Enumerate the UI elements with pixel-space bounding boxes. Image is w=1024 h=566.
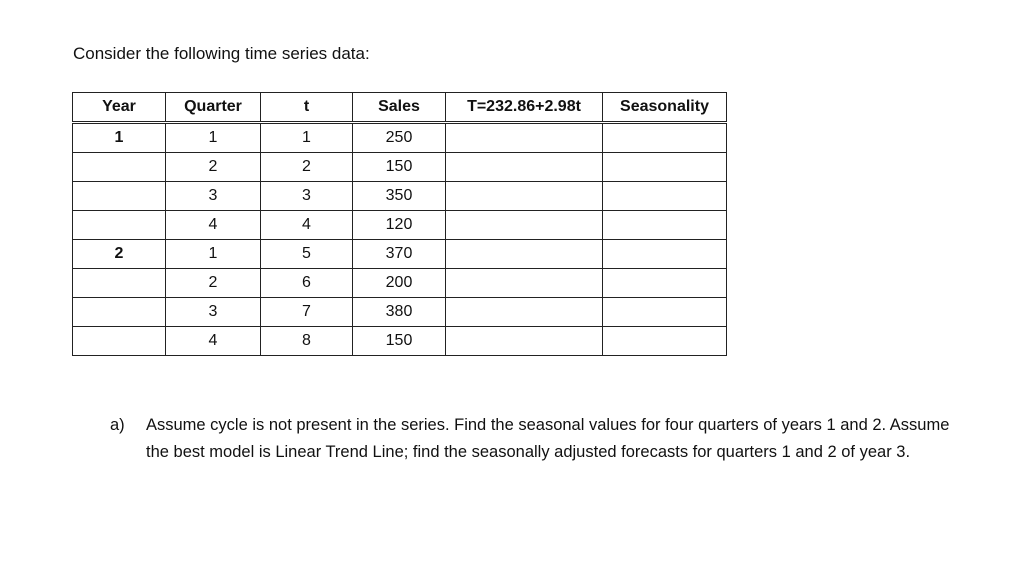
cell-t: 7: [261, 298, 353, 327]
cell-sales: 150: [353, 153, 446, 182]
cell-trend: [446, 298, 603, 327]
intro-text: Consider the following time series data:: [73, 44, 370, 63]
cell-quarter: 3: [166, 182, 261, 211]
table-body: [73, 123, 727, 356]
cell-seasonality: [603, 240, 727, 269]
cell-trend: [446, 327, 603, 356]
cell-trend: [446, 211, 603, 240]
cell-year: [73, 298, 166, 327]
table-row: [73, 123, 727, 153]
cell-seasonality: [603, 153, 727, 182]
cell-quarter: 4: [166, 211, 261, 240]
cell-seasonality: [603, 182, 727, 211]
table-row: [73, 240, 727, 269]
cell-year: [73, 153, 166, 182]
cell-t: 3: [261, 182, 353, 211]
table-row: [73, 153, 727, 182]
cell-year: 2: [73, 240, 166, 269]
cell-year: [73, 211, 166, 240]
cell-t: 5: [261, 240, 353, 269]
cell-quarter: 4: [166, 327, 261, 356]
time-series-table: [72, 92, 727, 356]
cell-sales: 370: [353, 240, 446, 269]
table-header-row: [73, 93, 727, 123]
cell-trend: [446, 240, 603, 269]
cell-sales: 200: [353, 269, 446, 298]
header-t: t: [261, 93, 353, 123]
cell-sales: 150: [353, 327, 446, 356]
table-row: [73, 298, 727, 327]
header-quarter: Quarter: [166, 93, 261, 123]
cell-seasonality: [603, 211, 727, 240]
cell-quarter: 1: [166, 123, 261, 153]
question-a: [110, 412, 970, 466]
header-year: Year: [73, 93, 166, 123]
cell-t: 1: [261, 123, 353, 153]
cell-trend: [446, 182, 603, 211]
cell-trend: [446, 269, 603, 298]
table-row: [73, 269, 727, 298]
question-text: Assume cycle is not present in the series. Find the seasonal values for four quarters of years 1 and 2. Assume the best model is Linear Trend Line; find the seasonally adjusted forecasts for quarters 1 and 2 of year 3.: [146, 416, 950, 461]
cell-sales: 350: [353, 182, 446, 211]
cell-t: 6: [261, 269, 353, 298]
cell-sales: 120: [353, 211, 446, 240]
cell-year: [73, 269, 166, 298]
cell-year: [73, 327, 166, 356]
table-row: [73, 211, 727, 240]
cell-trend: [446, 153, 603, 182]
cell-trend: [446, 123, 603, 153]
cell-seasonality: [603, 123, 727, 153]
header-sales: Sales: [353, 93, 446, 123]
cell-t: 8: [261, 327, 353, 356]
cell-quarter: 1: [166, 240, 261, 269]
cell-sales: 250: [353, 123, 446, 153]
cell-t: 2: [261, 153, 353, 182]
cell-seasonality: [603, 327, 727, 356]
cell-quarter: 3: [166, 298, 261, 327]
cell-quarter: 2: [166, 153, 261, 182]
cell-year: [73, 182, 166, 211]
cell-seasonality: [603, 269, 727, 298]
cell-quarter: 2: [166, 269, 261, 298]
question-label: a): [110, 416, 125, 434]
table-row: [73, 182, 727, 211]
cell-sales: 380: [353, 298, 446, 327]
header-seasonality: Seasonality: [603, 93, 727, 123]
cell-seasonality: [603, 298, 727, 327]
header-trend: T=232.86+2.98t: [446, 93, 603, 123]
cell-year: 1: [73, 123, 166, 153]
cell-t: 4: [261, 211, 353, 240]
table-row: [73, 327, 727, 356]
